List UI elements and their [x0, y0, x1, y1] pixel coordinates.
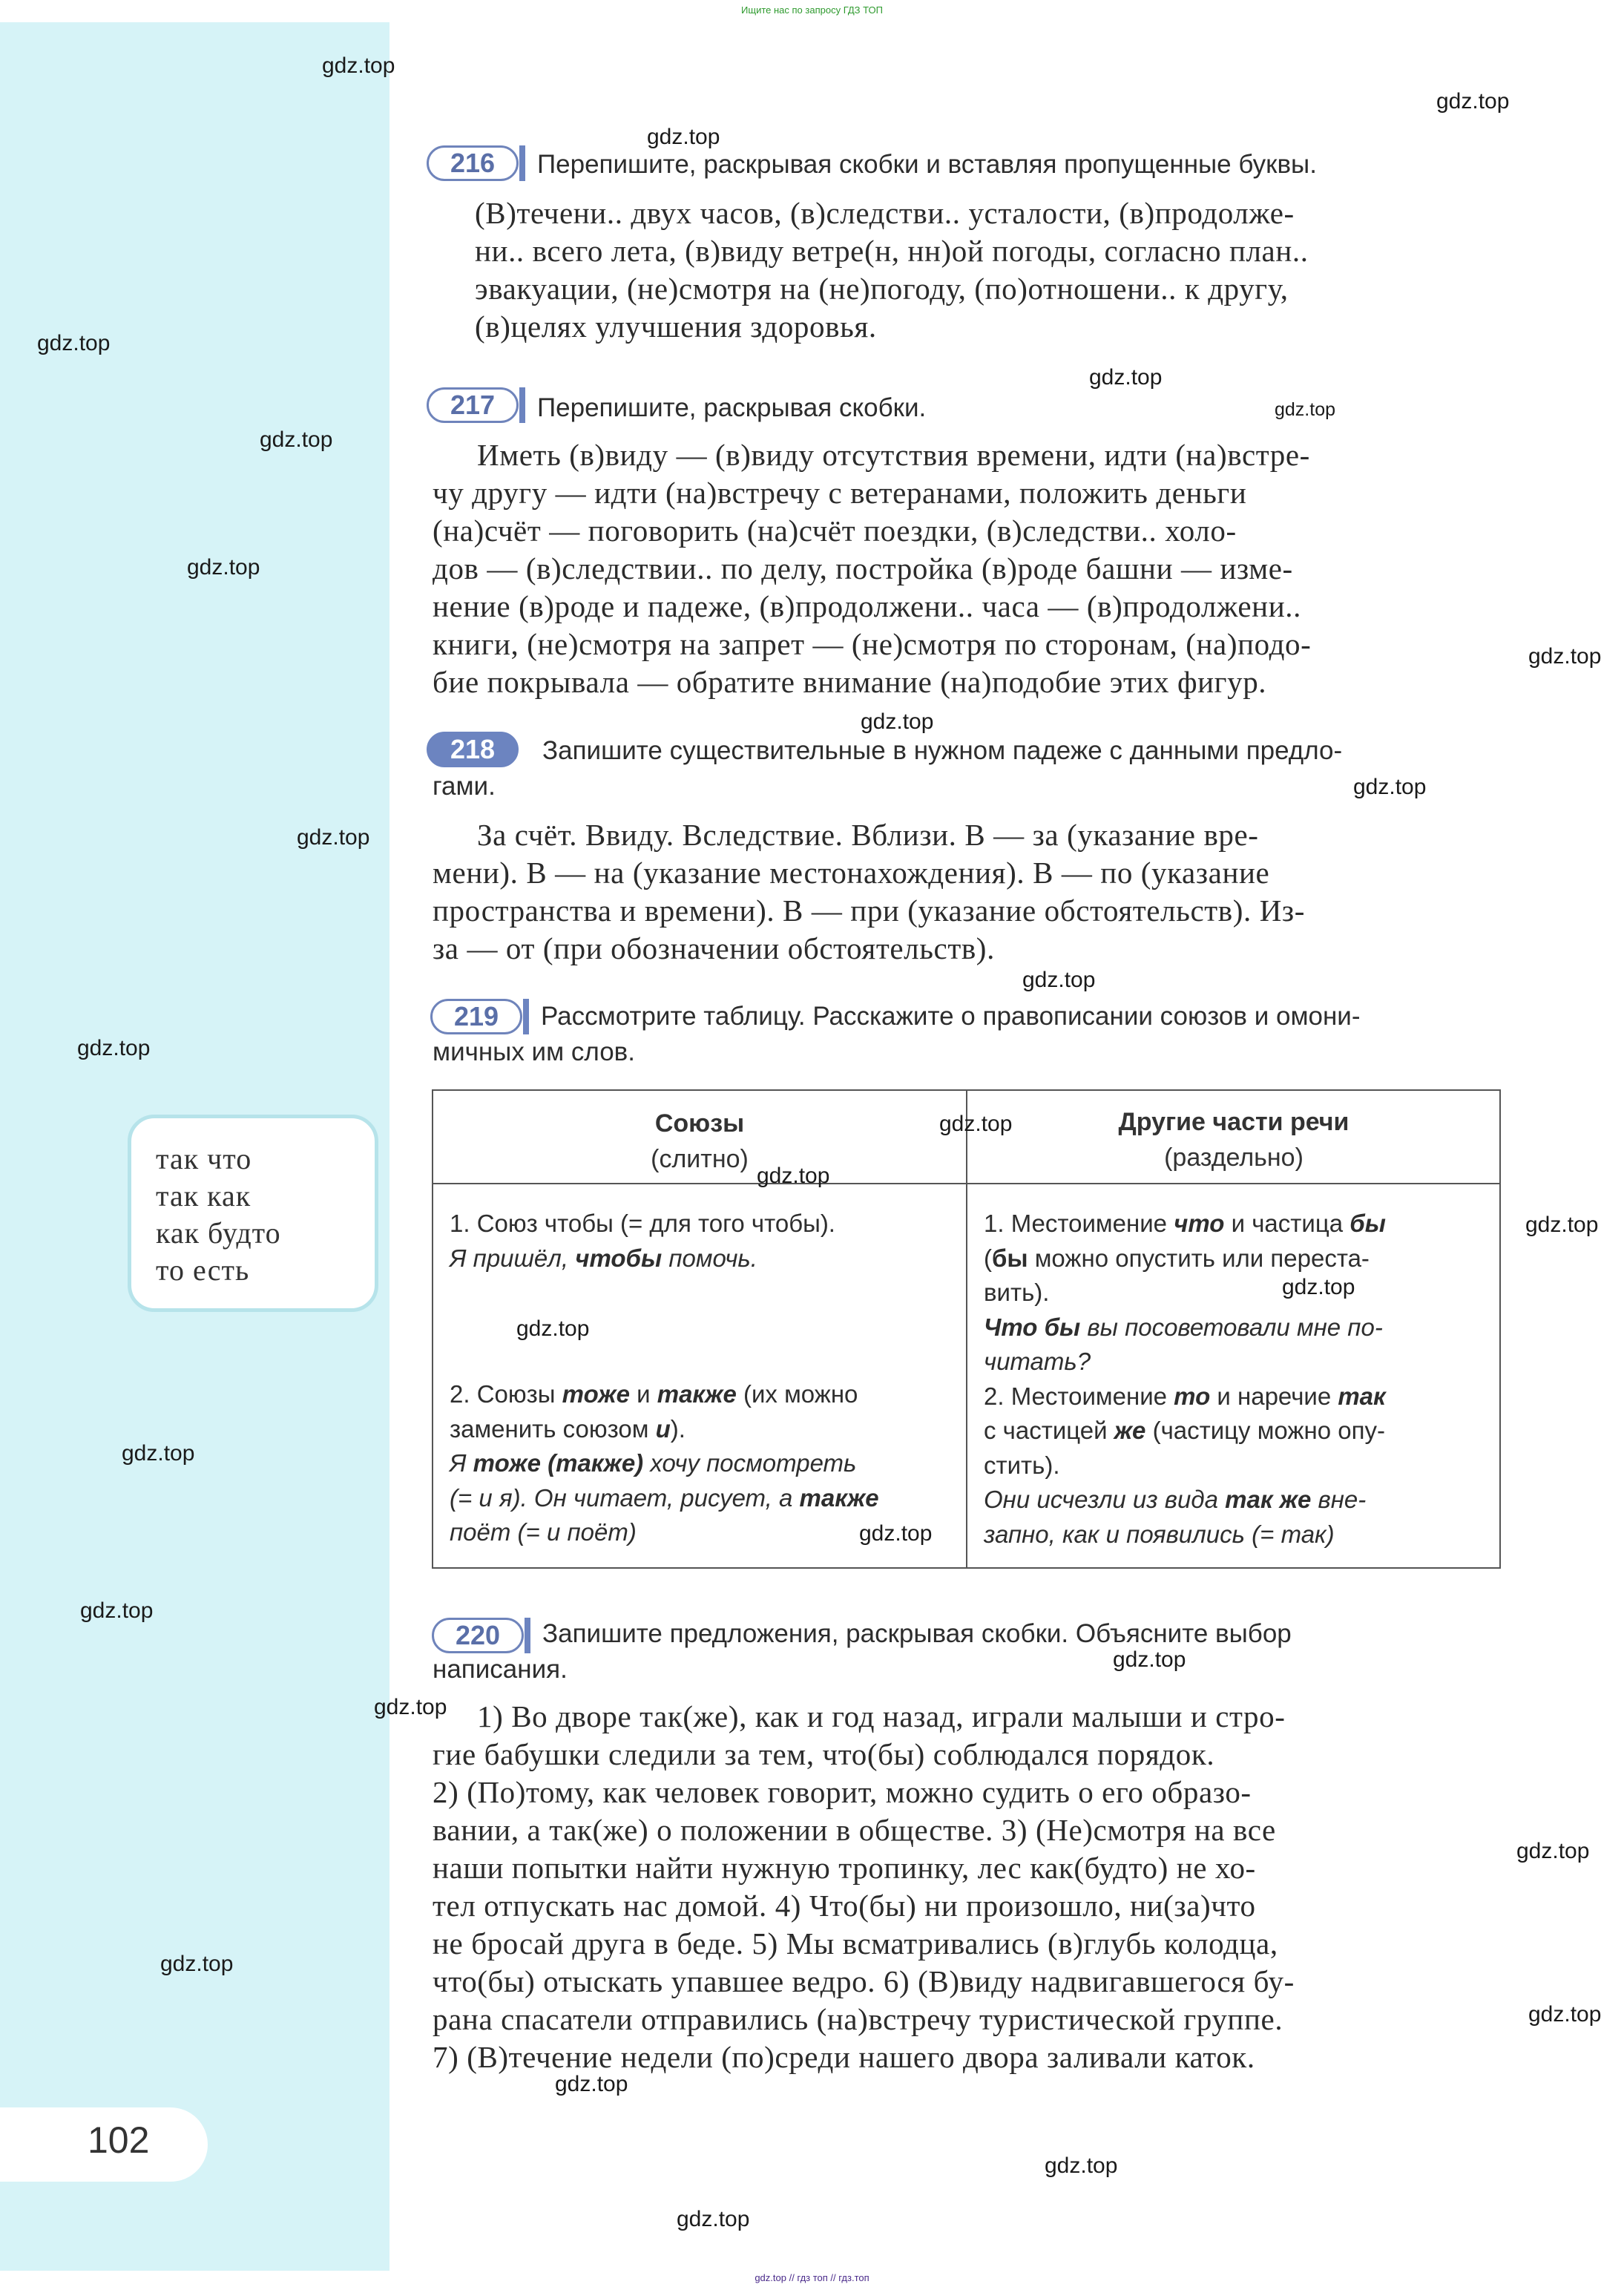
- watermark: gdz.top: [1436, 89, 1510, 114]
- watermark: gdz.top: [1528, 2002, 1602, 2027]
- watermark: gdz.top: [677, 2207, 750, 2231]
- header-note: Ищите нас по запросу ГДЗ ТОП: [741, 4, 883, 16]
- text-line: (на)счёт — поговорить (на)счёт поездки, (в)следстви.. холо-: [433, 514, 1237, 548]
- task-line: Запишите предложения, раскрывая скобки. Объясните выбор: [542, 1619, 1292, 1648]
- text-line: за — от (при обозначении обстоятельств).: [433, 931, 995, 965]
- text-line: ни.. всего лета, (в)виду ветре(н, нн)ой погоды, согласно план..: [475, 234, 1309, 268]
- sidebox-item: то есть: [156, 1253, 250, 1287]
- header-subtitle: (раздельно): [1164, 1144, 1304, 1172]
- text-line: рана спасатели отправились (на)встречу туристической группе.: [433, 2002, 1283, 2036]
- exercise-task: [433, 733, 1501, 804]
- watermark: gdz.top: [1275, 399, 1336, 420]
- sidebox-item: так как: [156, 1179, 252, 1213]
- text-line: вании, а так(же) о положении в обществе. 3) (Не)смотря на все: [433, 1813, 1276, 1847]
- watermark: gdz.top: [1282, 1275, 1355, 1299]
- exercise-number-219: 219: [430, 999, 522, 1034]
- watermark: gdz.top: [1516, 1839, 1590, 1863]
- text-line: Иметь (в)виду — (в)виду отсутствия времени, идти (на)встре-: [477, 438, 1310, 472]
- badge-tail: [519, 387, 525, 423]
- text-line: дов — (в)следствии.. по делу, постройка (в)роде башни — изме-: [433, 551, 1293, 585]
- watermark: gdz.top: [37, 331, 111, 355]
- text-line: гие бабушки следили за тем, что(бы) соблюдался порядок.: [433, 1737, 1215, 1771]
- footer-note: gdz.top // гдз топ // гдз.топ: [755, 2272, 869, 2283]
- exercise-number-217: 217: [427, 387, 519, 423]
- text-line: мени). В — на (указание местонахождения). В — по (указание: [433, 856, 1270, 890]
- spelling-table: [432, 1089, 1501, 1569]
- exercise-body: [433, 1698, 1501, 2076]
- watermark: gdz.top: [322, 53, 395, 78]
- watermark: gdz.top: [77, 1036, 151, 1060]
- page-number: 102: [88, 2119, 150, 2161]
- watermark: gdz.top: [297, 825, 370, 850]
- watermark: gdz.top: [80, 1598, 154, 1623]
- watermark: gdz.top: [757, 1164, 830, 1188]
- text-line: наши попытки найти нужную тропинку, лес как(будто) не хо-: [433, 1851, 1256, 1885]
- watermark: gdz.top: [260, 427, 333, 452]
- header-subtitle: (слитно): [651, 1145, 749, 1173]
- watermark: gdz.top: [1045, 2153, 1118, 2178]
- watermark: gdz.top: [1353, 775, 1427, 799]
- text-line: нение (в)роде и падеже, (в)продолжени.. часа — (в)продолжени..: [433, 589, 1301, 623]
- table-cell-left-1: 1. Союз чтобы (= для того чтобы). Я пришёл, чтобы помочь.: [450, 1210, 835, 1272]
- watermark: gdz.top: [122, 1441, 195, 1466]
- watermark: gdz.top: [187, 555, 260, 580]
- watermark: gdz.top: [861, 709, 934, 734]
- task-line: Рассмотрите таблицу. Расскажите о правописании союзов и омони-: [541, 1002, 1361, 1031]
- text-line: пространства и времени). В — при (указание обстоятельств). Из-: [433, 893, 1305, 928]
- text-line: 2) (По)тому, как человек говорит, можно судить о его образо-: [433, 1775, 1252, 1809]
- text-line: книги, (не)смотря на запрет — (не)смотря по сторонам, (на)подо-: [433, 627, 1312, 661]
- text-line: что(бы) отыскать упавшее ведро. 6) (В)виду надвигавшегося бу-: [433, 1964, 1295, 1998]
- watermark: gdz.top: [1528, 644, 1602, 669]
- exercise-task: Перепишите, раскрывая скобки и вставляя пропущенные буквы.: [537, 150, 1317, 179]
- table-header-other: [967, 1104, 1500, 1175]
- watermark: gdz.top: [374, 1695, 447, 1719]
- watermark: gdz.top: [1089, 365, 1163, 390]
- exercise-task: [433, 999, 1501, 1070]
- text-line: 7) (В)течение недели (по)среди нашего двора заливали каток.: [433, 2040, 1255, 2074]
- text-line: не бросай друга в беде. 5) Мы всматривались (в)глубь колодца,: [433, 1926, 1278, 1961]
- header-title: Другие части речи: [1118, 1108, 1350, 1136]
- watermark: gdz.top: [160, 1952, 234, 1976]
- text-line: тел отпускать нас домой. 4) Что(бы) ни произошло, ни(за)что: [433, 1889, 1256, 1923]
- header-title: Союзы: [654, 1109, 745, 1138]
- watermark: gdz.top: [516, 1316, 590, 1341]
- task-line: мичных им слов.: [433, 1037, 635, 1066]
- table-cell-left-2: 2. Союзы тоже и также (их можно заменить союзом и). Я тоже (также) хочу посмотреть (= и я). Он читает, рисует, а также поёт (= и поёт): [450, 1380, 879, 1546]
- exercise-number-220: 220: [432, 1618, 524, 1653]
- badge-tail: [519, 145, 525, 181]
- text-line: эвакуации, (не)смотря на (не)погоду, (по)отношени.. к другу,: [475, 272, 1289, 306]
- text-line: За счёт. Ввиду. Вследствие. Вблизи. В — за (указание вре-: [477, 818, 1259, 852]
- sidebox-item: так что: [156, 1142, 252, 1175]
- text-line: (в)целях улучшения здоровья.: [475, 309, 877, 344]
- text-line: (В)течени.. двух часов, (в)следстви.. усталости, (в)продолже-: [475, 196, 1295, 230]
- text-line: чу другу — идти (на)встречу с ветеранами, положить деньги: [433, 476, 1247, 510]
- task-line: написания.: [433, 1655, 568, 1684]
- exercise-body: [433, 816, 1501, 968]
- text-line: бие покрывала — обратите внимание (на)подобие этих фигур.: [433, 665, 1267, 699]
- text-line: 1) Во дворе так(же), как и год назад, играли малыши и стро-: [477, 1699, 1286, 1733]
- table-header-conjunctions: [433, 1106, 966, 1177]
- watermark: gdz.top: [1113, 1647, 1186, 1672]
- watermark: gdz.top: [1022, 968, 1096, 992]
- exercise-task: [433, 1616, 1501, 1687]
- watermark: gdz.top: [555, 2072, 628, 2096]
- watermark: gdz.top: [859, 1521, 933, 1546]
- exercise-task: Перепишите, раскрывая скобки.: [537, 393, 927, 422]
- exercise-body: [475, 194, 1499, 346]
- task-line: гами.: [433, 772, 496, 801]
- watermark: gdz.top: [939, 1112, 1013, 1136]
- watermark: gdz.top: [647, 125, 720, 149]
- watermark: gdz.top: [1525, 1213, 1599, 1237]
- table-divider: [433, 1183, 1499, 1184]
- exercise-number-218: 218: [427, 732, 519, 767]
- task-line: Запишите существительные в нужном падеже с данными предло-: [542, 736, 1343, 765]
- exercise-body: [433, 436, 1501, 701]
- sidebox-item: как будто: [156, 1216, 281, 1250]
- table-cell-right: 1. Местоимение что и частица бы (бы можно опустить или переста- вить). Что бы вы посоветовали мне по- читать? 2. Местоимение то и наречие так с частицей же (частицу можно опу- стить). Они исчезли из вида так же вне- запно, как и появились (= так): [984, 1210, 1386, 1548]
- exercise-number-216: 216: [427, 145, 519, 181]
